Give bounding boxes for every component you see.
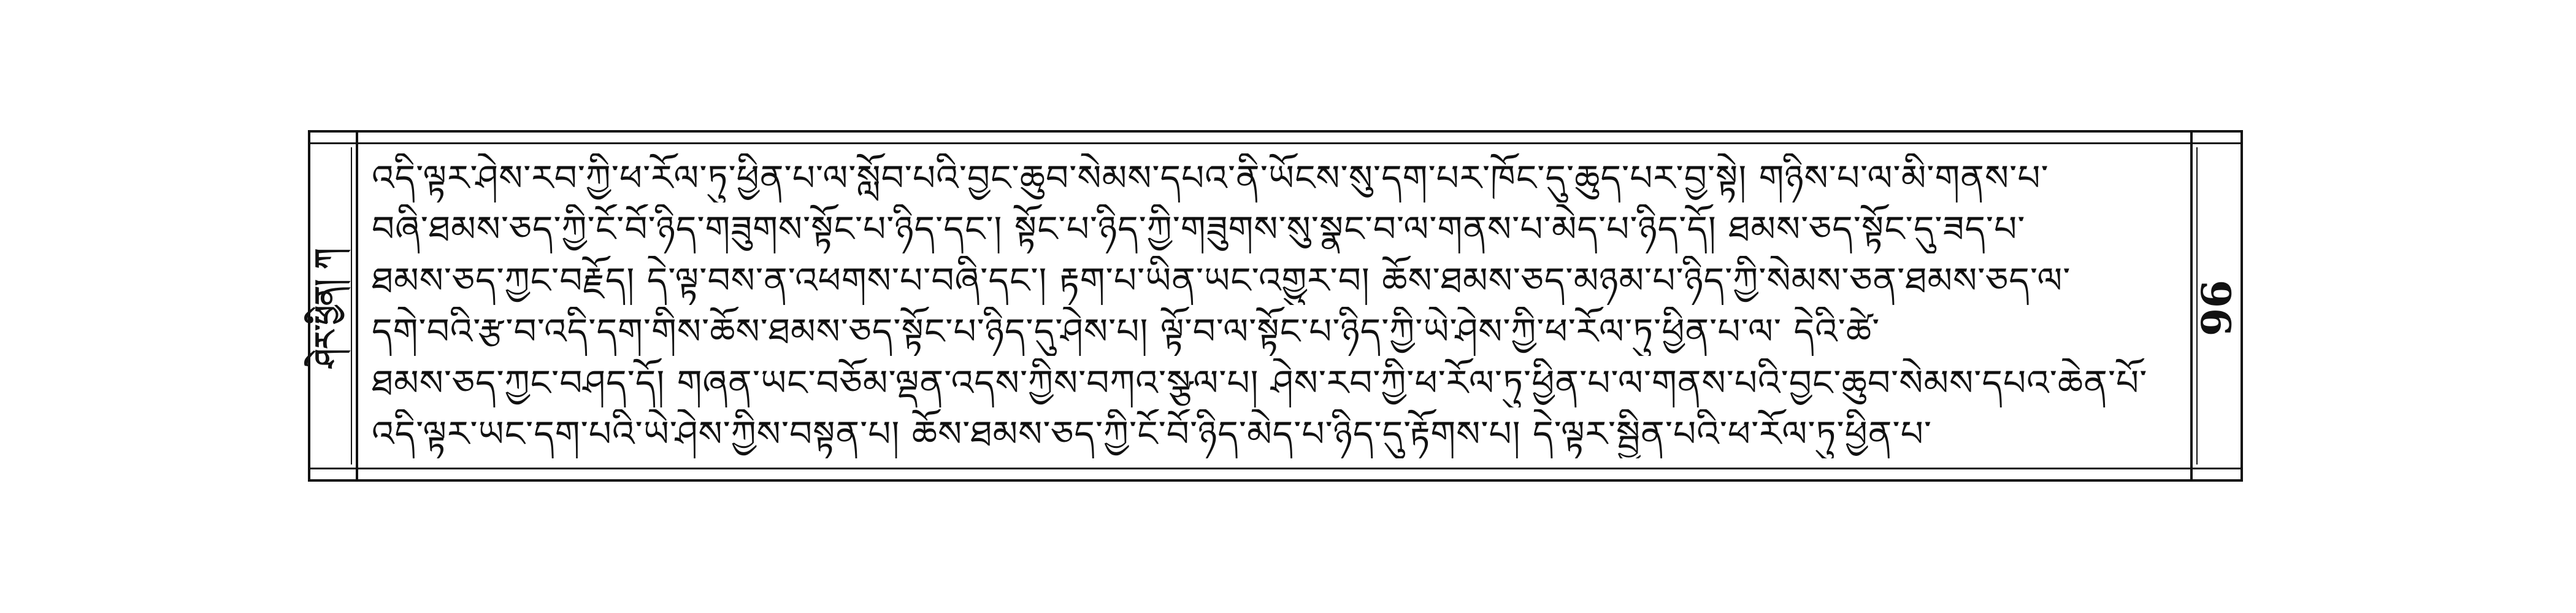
left-margin xyxy=(310,133,358,479)
text-line: བཞི་ཐམས་ཅད་ཀྱི་ངོ་བོ་ཉིད་གཟུགས་སྟོང་པ་ཉིད་དང་། སྟོང་པ་ཉིད་ཀྱི་གཟུགས་སུ་སྣང་བ་ལ་གནས་པ་མེད་པ་ཉིད་དོ། ཐམས་ཅད་སྟོང་དུ་ཟད་པ་ xyxy=(372,208,2026,250)
frame-rule-bottom xyxy=(310,468,2241,469)
folio-frame xyxy=(308,130,2243,482)
page-number: 96 xyxy=(2191,280,2239,336)
text-block xyxy=(372,153,2179,458)
text-line: ཐམས་ཅད་ཀྱང་བརྗོད། དེ་ལྟ་བས་ན་འཕགས་པ་བཞི་དང་། རྟག་པ་ཡིན་ཡང་འགྱུར་བ། ཆོས་ཐམས་ཅད་མཉམ་པ་ཉིད་ཀྱི་སེམས་ཅན་ཐམས་ཅད་ལ་ xyxy=(372,259,2071,301)
frame-rule-top xyxy=(310,142,2241,144)
margin-title: ཤེར་ཕྱིན། ཀ xyxy=(309,248,343,368)
text-line: འདི་ལྟར་ཡང་དག་པའི་ཡེ་ཤེས་ཀྱིས་བསྟན་པ། ཆོས་ཐམས་ཅད་ཀྱི་ངོ་བོ་ཉིད་མེད་པ་ཉིད་དུ་རྟོགས་པ། དེ་ལྟར་སྦྱིན་པའི་ཕ་རོལ་ཏུ་ཕྱིན་པ་ xyxy=(372,412,1933,455)
right-margin xyxy=(2190,133,2241,479)
text-line: འདི་ལྟར་ཤེས་རབ་ཀྱི་ཕ་རོལ་ཏུ་ཕྱིན་པ་ལ་སློབ་པའི་བྱང་ཆུབ་སེམས་དཔའ་ནི་ཡོངས་སུ་དག་པར་ཁོང་དུ་ཆུད་པར་བྱ་སྟེ། གཉིས་པ་ལ་མི་གནས་པ་ xyxy=(372,157,2049,199)
text-line: དགེ་བའི་རྩ་བ་འདི་དག་གིས་ཆོས་ཐམས་ཅད་སྟོང་པ་ཉིད་དུ་ཤེས་པ། ལྟོ་བ་ལ་སྟོང་པ་ཉིད་ཀྱི་ཡེ་ཤེས་ཀྱི་ཕ་རོལ་ཏུ་ཕྱིན་པ་ལ་ དེའི་ཚེ་ xyxy=(372,310,1880,353)
text-line: ཐམས་ཅད་ཀྱང་བཤད་དོ། གཞན་ཡང་བཅོམ་ལྡན་འདས་ཀྱིས་བཀའ་སྩལ་པ། ཤེས་རབ་ཀྱི་ཕ་རོལ་ཏུ་ཕྱིན་པ་ལ་གནས་པའི་བྱང་ཆུབ་སེམས་དཔའ་ཆེན་པོ་ xyxy=(372,361,2148,404)
